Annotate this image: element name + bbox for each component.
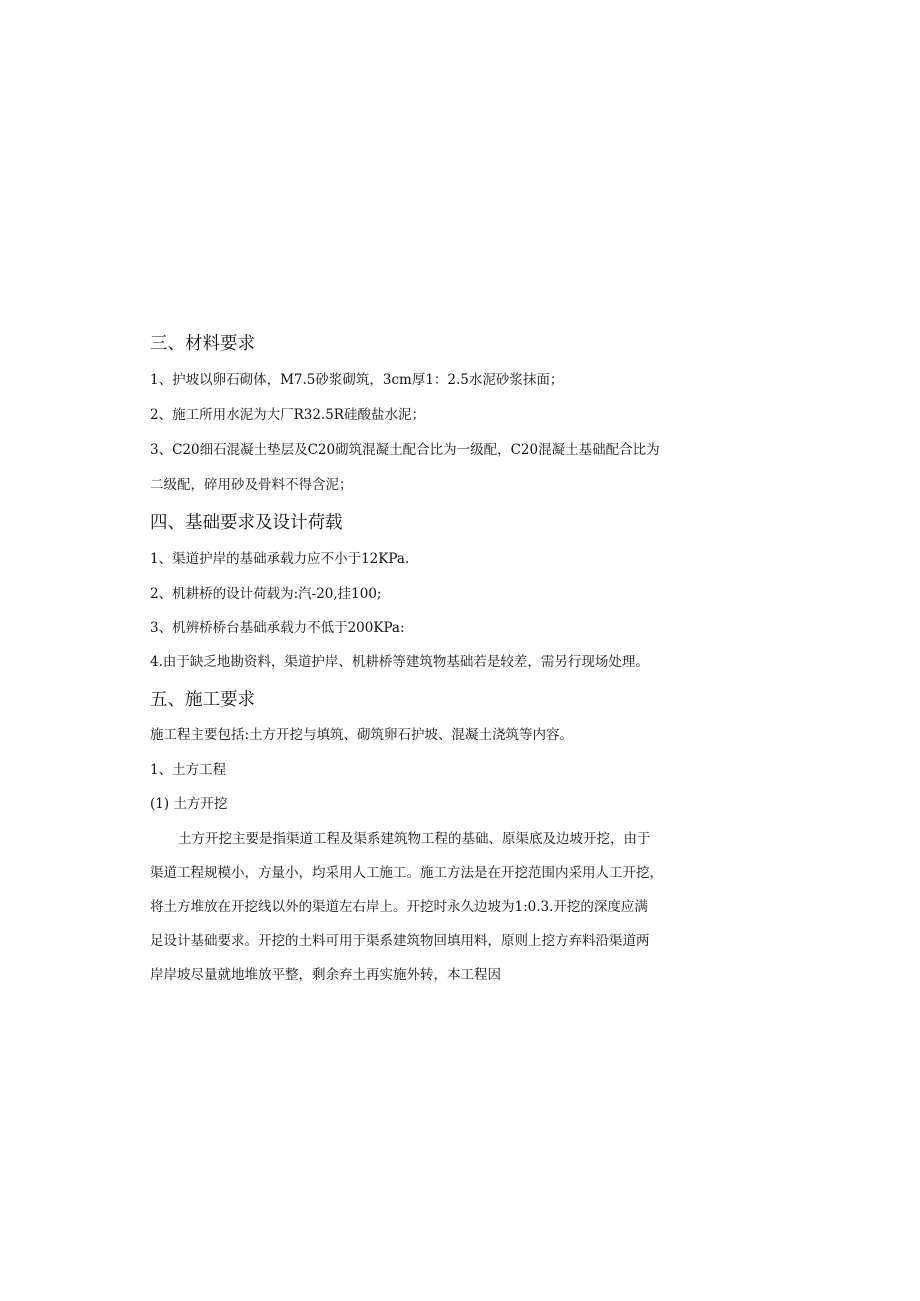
materials-item-1: 1、护坡以卵石砌体，M7.5砂浆砌筑，3cm厚1：2.5水泥砂浆抹面；: [150, 372, 564, 388]
construction-intro: 施工程主要包括:土方开挖与填筑、砌筑卵石护坡、混凝土浇筑等内容。: [150, 727, 574, 743]
materials-item-2: 2、施工所用水泥为大厂R32.5R硅酸盐水泥；: [150, 407, 425, 423]
excavation-paragraph-line-2: 渠道工程规模小，方量小，均采用人工施工。施工方法是在开挖范围内采用人工开挖，: [150, 865, 663, 881]
construction-subheading-excavation: (1) 土方开挖: [150, 796, 228, 812]
section-heading-foundation: 四、基础要求及设计荷载: [150, 513, 343, 533]
construction-subheading-earthwork: 1、土方工程: [150, 762, 227, 778]
foundation-item-4: 4.由于缺乏地勘资料，渠道护岸、机耕桥等建筑物基础若是较差，需另行现场处理。: [150, 654, 649, 670]
excavation-paragraph-line-4: 足设计基础要求。开挖的土料可用于渠系建筑物回填用料，原则上挖方弃料沿渠道两: [150, 933, 650, 949]
materials-item-3: 3、C20细石混凝土垫层及C20砌筑混凝土配合比为一级配，C20混凝土基础配合比为: [150, 442, 660, 458]
section-heading-construction: 五、施工要求: [150, 690, 255, 710]
section-heading-materials: 三、材料要求: [150, 334, 255, 354]
foundation-item-1: 1、渠道护岸的基础承载力应不小于12KPa.: [150, 551, 410, 567]
foundation-item-2: 2、机耕桥的设计荷载为:汽-20,挂100;: [150, 586, 382, 602]
materials-item-3-continued: 二级配，碎用砂及骨料不得含泥；: [150, 477, 353, 493]
excavation-paragraph-line-1: 土方开挖主要是指渠道工程及渠系建筑物工程的基础、原渠底及边坡开挖，由于: [178, 831, 651, 847]
excavation-paragraph-line-3: 将土方堆放在开挖线以外的渠道左右岸上。开挖时永久边坡为1:0.3.开挖的深度应满: [150, 899, 648, 915]
excavation-paragraph-line-5: 岸岸坡尽量就地堆放平整，剩余弃土再实施外转，本工程因: [150, 967, 501, 983]
foundation-item-3: 3、机辨桥桥台基础承载力不低于200KPa:: [150, 620, 405, 636]
